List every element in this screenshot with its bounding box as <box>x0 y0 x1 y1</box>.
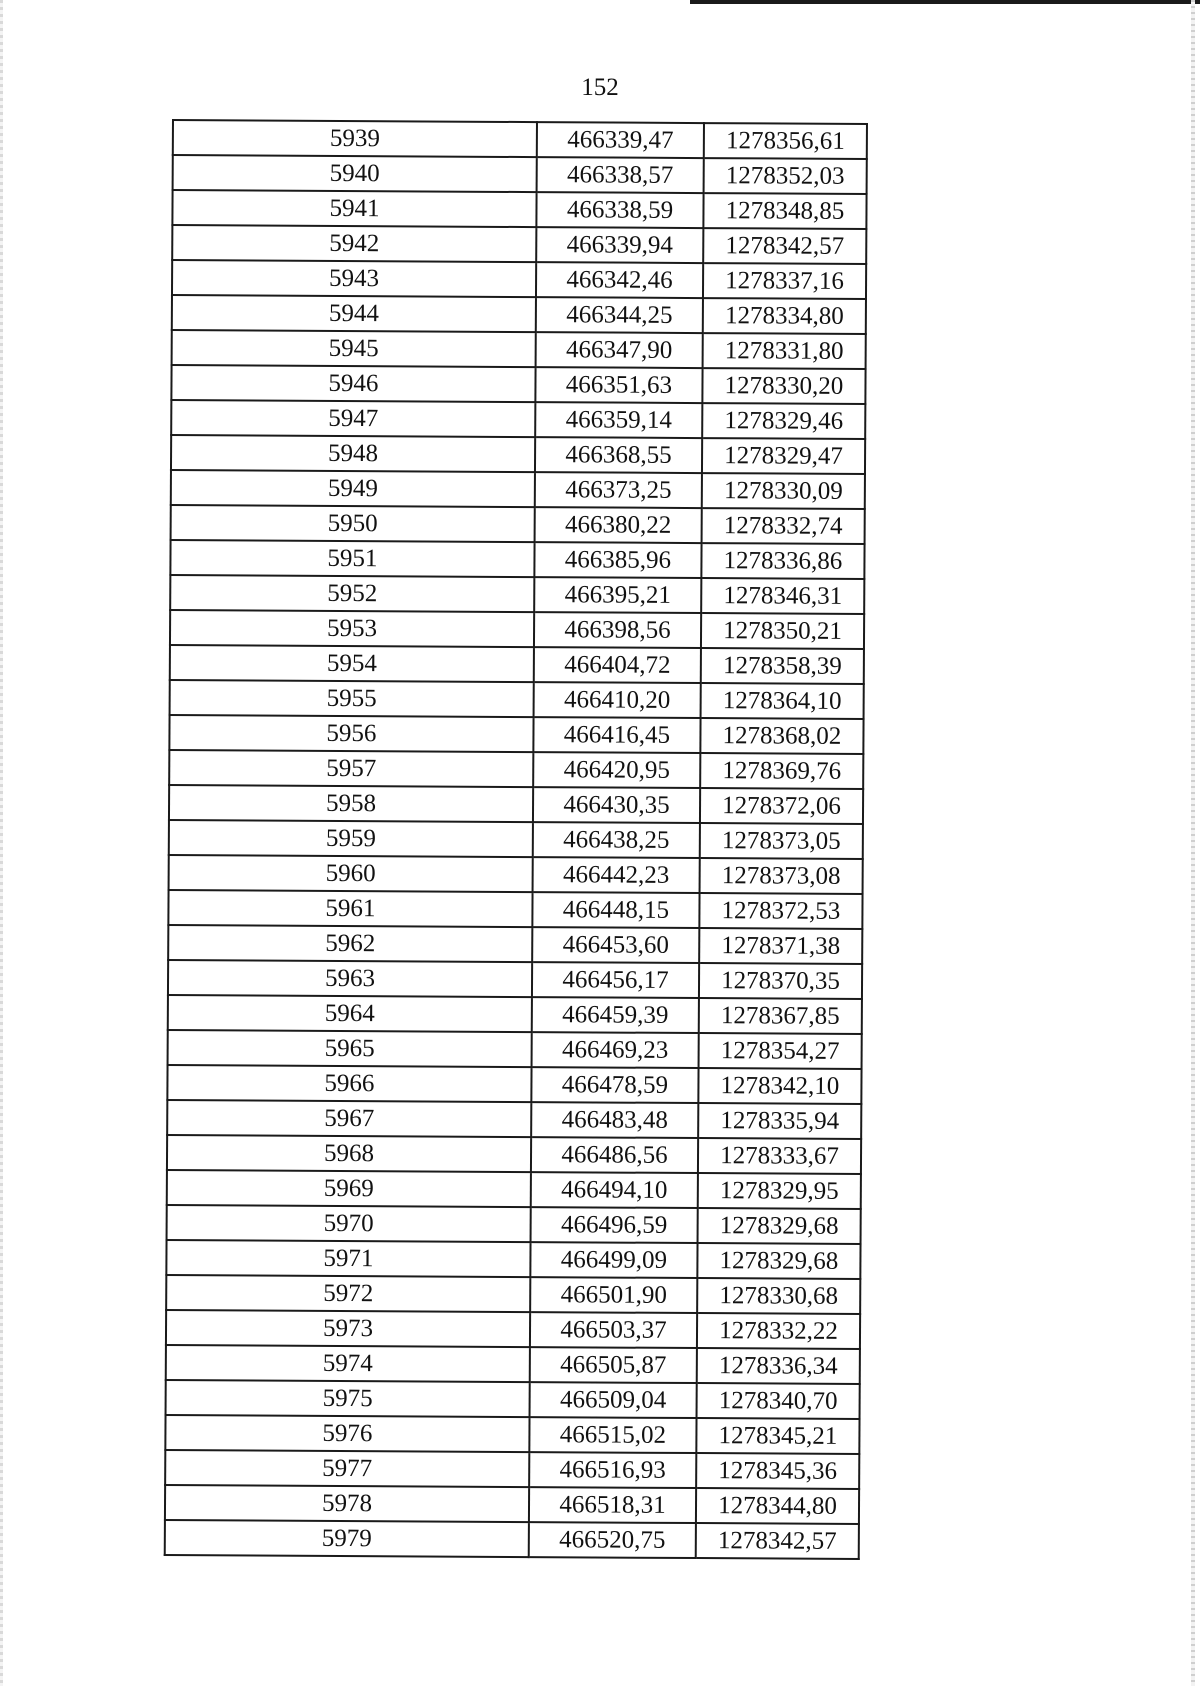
y-coordinate-cell: 1278340,70 <box>697 1383 860 1419</box>
point-number-cell: 5956 <box>169 715 533 752</box>
point-number-cell: 5957 <box>169 750 533 787</box>
y-coordinate-cell: 1278329,95 <box>698 1173 861 1209</box>
scan-right-edge <box>1191 0 1195 1686</box>
x-coordinate-cell: 466505,87 <box>530 1347 697 1383</box>
y-coordinate-cell: 1278367,85 <box>699 998 862 1034</box>
table-row <box>169 785 863 824</box>
table-row <box>172 260 866 299</box>
table-row <box>165 1415 859 1454</box>
x-coordinate-cell: 466503,37 <box>530 1312 697 1348</box>
table-row <box>171 400 865 439</box>
point-number-cell: 5948 <box>171 435 535 472</box>
table-row <box>173 120 867 159</box>
point-number-cell: 5940 <box>173 155 537 192</box>
x-coordinate-cell: 466496,59 <box>531 1207 698 1243</box>
x-coordinate-cell: 466438,25 <box>533 822 700 858</box>
y-coordinate-cell: 1278331,80 <box>703 333 866 369</box>
point-number-cell: 5975 <box>166 1380 530 1417</box>
scan-top-border <box>690 0 1200 4</box>
x-coordinate-cell: 466368,55 <box>535 437 702 473</box>
table-row <box>172 295 866 334</box>
table-row <box>167 1100 861 1139</box>
table-row <box>168 890 862 929</box>
x-coordinate-cell: 466518,31 <box>529 1487 696 1523</box>
point-number-cell: 5978 <box>165 1485 529 1522</box>
x-coordinate-cell: 466385,96 <box>534 542 701 578</box>
point-number-cell: 5974 <box>166 1345 530 1382</box>
point-number-cell: 5947 <box>171 400 535 437</box>
point-number-cell: 5955 <box>170 680 534 717</box>
point-number-cell: 5953 <box>170 610 534 647</box>
y-coordinate-cell: 1278371,38 <box>699 928 862 964</box>
table-row <box>167 1135 861 1174</box>
point-number-cell: 5976 <box>165 1415 529 1452</box>
x-coordinate-cell: 466515,02 <box>529 1417 696 1453</box>
point-number-cell: 5965 <box>168 1030 532 1067</box>
table-row <box>171 435 865 474</box>
table-row <box>169 855 863 894</box>
y-coordinate-cell: 1278358,39 <box>701 648 864 684</box>
point-number-cell: 5979 <box>165 1520 529 1557</box>
table-row <box>166 1275 860 1314</box>
point-number-cell: 5973 <box>166 1310 530 1347</box>
table-row <box>172 330 866 369</box>
y-coordinate-cell: 1278368,02 <box>700 718 863 754</box>
table-row <box>166 1240 860 1279</box>
y-coordinate-cell: 1278336,86 <box>701 543 864 579</box>
point-number-cell: 5960 <box>169 855 533 892</box>
y-coordinate-cell: 1278372,53 <box>699 893 862 929</box>
table-row <box>171 505 865 544</box>
x-coordinate-cell: 466442,23 <box>533 857 700 893</box>
y-coordinate-cell: 1278364,10 <box>701 683 864 719</box>
y-coordinate-cell: 1278352,03 <box>704 158 867 194</box>
point-number-cell: 5942 <box>172 225 536 262</box>
y-coordinate-cell: 1278336,34 <box>697 1348 860 1384</box>
x-coordinate-cell: 466501,90 <box>530 1277 697 1313</box>
y-coordinate-cell: 1278356,61 <box>704 123 867 159</box>
y-coordinate-cell: 1278369,76 <box>700 753 863 789</box>
x-coordinate-cell: 466483,48 <box>531 1102 698 1138</box>
table-row <box>170 610 864 649</box>
table-row <box>170 645 864 684</box>
point-number-cell: 5951 <box>170 540 534 577</box>
table-row <box>168 960 862 999</box>
y-coordinate-cell: 1278330,09 <box>702 473 865 509</box>
x-coordinate-cell: 466486,56 <box>531 1137 698 1173</box>
x-coordinate-cell: 466453,60 <box>532 927 699 963</box>
coordinates-table <box>164 119 868 1560</box>
y-coordinate-cell: 1278333,67 <box>698 1138 861 1174</box>
table-row <box>170 540 864 579</box>
x-coordinate-cell: 466398,56 <box>534 612 701 648</box>
x-coordinate-cell: 466344,25 <box>536 297 703 333</box>
table-row <box>165 1485 859 1524</box>
y-coordinate-cell: 1278344,80 <box>696 1488 859 1524</box>
point-number-cell: 5959 <box>169 820 533 857</box>
point-number-cell: 5962 <box>168 925 532 962</box>
x-coordinate-cell: 466342,46 <box>536 262 703 298</box>
x-coordinate-cell: 466430,35 <box>533 787 700 823</box>
x-coordinate-cell: 466420,95 <box>533 752 700 788</box>
point-number-cell: 5943 <box>172 260 536 297</box>
x-coordinate-cell: 466339,94 <box>536 227 703 263</box>
table-row <box>166 1310 860 1349</box>
table-row <box>166 1380 860 1419</box>
table-row <box>170 575 864 614</box>
point-number-cell: 5946 <box>171 365 535 402</box>
point-number-cell: 5964 <box>168 995 532 1032</box>
point-number-cell: 5969 <box>167 1170 531 1207</box>
point-number-cell: 5966 <box>167 1065 531 1102</box>
point-number-cell: 5977 <box>165 1450 529 1487</box>
point-number-cell: 5945 <box>172 330 536 367</box>
table-row <box>169 750 863 789</box>
x-coordinate-cell: 466494,10 <box>531 1172 698 1208</box>
point-number-cell: 5970 <box>167 1205 531 1242</box>
y-coordinate-cell: 1278346,31 <box>701 578 864 614</box>
y-coordinate-cell: 1278329,68 <box>697 1243 860 1279</box>
y-coordinate-cell: 1278372,06 <box>700 788 863 824</box>
point-number-cell: 5971 <box>166 1240 530 1277</box>
y-coordinate-cell: 1278337,16 <box>703 263 866 299</box>
y-coordinate-cell: 1278342,57 <box>696 1523 859 1559</box>
x-coordinate-cell: 466509,04 <box>530 1382 697 1418</box>
y-coordinate-cell: 1278329,47 <box>702 438 865 474</box>
point-number-cell: 5944 <box>172 295 536 332</box>
x-coordinate-cell: 466456,17 <box>532 962 699 998</box>
x-coordinate-cell: 466416,45 <box>533 717 700 753</box>
table-row <box>169 715 863 754</box>
x-coordinate-cell: 466499,09 <box>530 1242 697 1278</box>
y-coordinate-cell: 1278332,22 <box>697 1313 860 1349</box>
x-coordinate-cell: 466404,72 <box>534 647 701 683</box>
table-row <box>171 365 865 404</box>
y-coordinate-cell: 1278345,21 <box>696 1418 859 1454</box>
table-row <box>165 1450 859 1489</box>
x-coordinate-cell: 466380,22 <box>535 507 702 543</box>
table-row <box>167 1205 861 1244</box>
y-coordinate-cell: 1278370,35 <box>699 963 862 999</box>
point-number-cell: 5961 <box>168 890 532 927</box>
table-row <box>167 1065 861 1104</box>
y-coordinate-cell: 1278345,36 <box>696 1453 859 1489</box>
x-coordinate-cell: 466338,59 <box>536 192 703 228</box>
point-number-cell: 5963 <box>168 960 532 997</box>
y-coordinate-cell: 1278329,46 <box>702 403 865 439</box>
y-coordinate-cell: 1278329,68 <box>698 1208 861 1244</box>
x-coordinate-cell: 466395,21 <box>534 577 701 613</box>
point-number-cell: 5968 <box>167 1135 531 1172</box>
x-coordinate-cell: 466359,14 <box>535 402 702 438</box>
table-row <box>168 995 862 1034</box>
point-number-cell: 5949 <box>171 470 535 507</box>
table-row <box>170 680 864 719</box>
table-row <box>168 925 862 964</box>
x-coordinate-cell: 466448,15 <box>532 892 699 928</box>
table-row <box>166 1345 860 1384</box>
x-coordinate-cell: 466459,39 <box>532 997 699 1033</box>
point-number-cell: 5967 <box>167 1100 531 1137</box>
x-coordinate-cell: 466516,93 <box>529 1452 696 1488</box>
y-coordinate-cell: 1278373,05 <box>700 823 863 859</box>
y-coordinate-cell: 1278342,57 <box>703 228 866 264</box>
y-coordinate-cell: 1278348,85 <box>703 193 866 229</box>
x-coordinate-cell: 466351,63 <box>535 367 702 403</box>
table-row <box>173 155 867 194</box>
x-coordinate-cell: 466478,59 <box>531 1067 698 1103</box>
point-number-cell: 5950 <box>171 505 535 542</box>
table-row <box>169 820 863 859</box>
y-coordinate-cell: 1278350,21 <box>701 613 864 649</box>
point-number-cell: 5958 <box>169 785 533 822</box>
point-number-cell: 5954 <box>170 645 534 682</box>
y-coordinate-cell: 1278354,27 <box>699 1033 862 1069</box>
y-coordinate-cell: 1278335,94 <box>698 1103 861 1139</box>
y-coordinate-cell: 1278342,10 <box>698 1068 861 1104</box>
x-coordinate-cell: 466520,75 <box>529 1522 696 1558</box>
point-number-cell: 5939 <box>173 120 537 157</box>
x-coordinate-cell: 466347,90 <box>536 332 703 368</box>
coordinates-table-body <box>165 120 867 1559</box>
x-coordinate-cell: 466469,23 <box>532 1032 699 1068</box>
table-row <box>165 1520 859 1559</box>
scan-left-edge <box>0 0 3 1686</box>
table-row <box>171 470 865 509</box>
y-coordinate-cell: 1278334,80 <box>703 298 866 334</box>
x-coordinate-cell: 466373,25 <box>535 472 702 508</box>
table-row <box>167 1170 861 1209</box>
x-coordinate-cell: 466339,47 <box>537 122 704 158</box>
table-row <box>168 1030 862 1069</box>
y-coordinate-cell: 1278373,08 <box>700 858 863 894</box>
y-coordinate-cell: 1278330,20 <box>702 368 865 404</box>
y-coordinate-cell: 1278332,74 <box>702 508 865 544</box>
point-number-cell: 5972 <box>166 1275 530 1312</box>
table-row <box>172 225 866 264</box>
point-number-cell: 5941 <box>172 190 536 227</box>
page-number: 152 <box>581 74 619 101</box>
y-coordinate-cell: 1278330,68 <box>697 1278 860 1314</box>
x-coordinate-cell: 466338,57 <box>537 157 704 193</box>
x-coordinate-cell: 466410,20 <box>534 682 701 718</box>
point-number-cell: 5952 <box>170 575 534 612</box>
table-row <box>172 190 866 229</box>
